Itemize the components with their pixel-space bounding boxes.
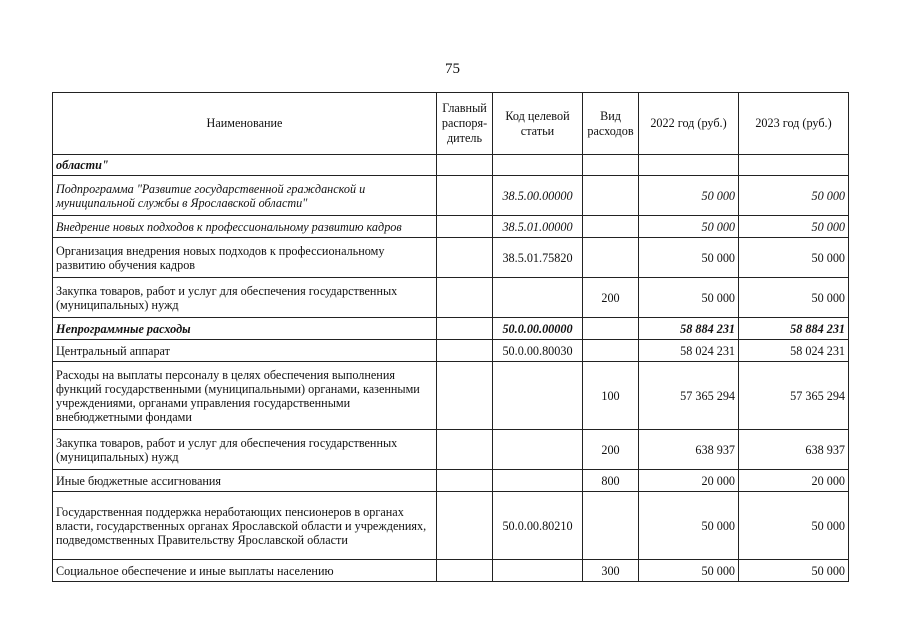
row-code: 38.5.01.75820 (493, 238, 583, 278)
row-kind (583, 340, 639, 362)
row-code (493, 470, 583, 492)
row-2023: 50 000 (739, 216, 849, 238)
row-admin (437, 340, 493, 362)
header-2023: 2023 год (руб.) (739, 93, 849, 155)
table-row (53, 340, 849, 362)
header-row (53, 93, 849, 155)
row-2022: 50 000 (639, 560, 739, 582)
header-admin: Главный распоря-дитель (437, 93, 493, 155)
header-2022: 2022 год (руб.) (639, 93, 739, 155)
row-admin (437, 430, 493, 470)
row-2022: 58 024 231 (639, 340, 739, 362)
table-row (53, 238, 849, 278)
row-kind: 800 (583, 470, 639, 492)
table-row (53, 278, 849, 318)
row-admin (437, 362, 493, 430)
table-row (53, 492, 849, 560)
row-code: 38.5.01.00000 (493, 216, 583, 238)
table-row (53, 318, 849, 340)
row-kind: 200 (583, 430, 639, 470)
row-2022 (639, 155, 739, 176)
table-row (53, 430, 849, 470)
row-2022: 57 365 294 (639, 362, 739, 430)
row-name: Центральный аппарат (53, 340, 437, 362)
row-2023: 58 024 231 (739, 340, 849, 362)
row-2022: 50 000 (639, 176, 739, 216)
row-code: 38.5.00.00000 (493, 176, 583, 216)
row-2023: 57 365 294 (739, 362, 849, 430)
row-2022: 638 937 (639, 430, 739, 470)
page-number: 75 (445, 61, 460, 77)
row-name: Государственная поддержка неработающих пенсионеров в органах власти, государственных органах Ярославской области и учреждениях, подведомственных Правительству Ярославской области (53, 492, 437, 560)
row-name: Организация внедрения новых подходов к профессиональному развитию обучения кадров (53, 238, 437, 278)
budget-table (52, 92, 849, 582)
row-code (493, 155, 583, 176)
row-code: 50.0.00.80210 (493, 492, 583, 560)
row-name: Иные бюджетные ассигнования (53, 470, 437, 492)
row-2022: 50 000 (639, 238, 739, 278)
row-name: Внедрение новых подходов к профессиональному развитию кадров (53, 216, 437, 238)
row-admin (437, 216, 493, 238)
row-name: Закупка товаров, работ и услуг для обеспечения государственных (муниципальных) нужд (53, 278, 437, 318)
row-2022: 50 000 (639, 492, 739, 560)
row-2023: 50 000 (739, 278, 849, 318)
header-code: Код целевой статьи (493, 93, 583, 155)
row-2023: 20 000 (739, 470, 849, 492)
table-row (53, 362, 849, 430)
row-2023: 50 000 (739, 176, 849, 216)
row-admin (437, 176, 493, 216)
row-2022: 58 884 231 (639, 318, 739, 340)
table-row (53, 155, 849, 176)
row-code: 50.0.00.80030 (493, 340, 583, 362)
row-kind: 100 (583, 362, 639, 430)
row-2023: 638 937 (739, 430, 849, 470)
row-2022: 50 000 (639, 216, 739, 238)
row-name: области" (53, 155, 437, 176)
row-2023: 50 000 (739, 492, 849, 560)
table-row (53, 560, 849, 582)
row-kind (583, 238, 639, 278)
row-kind (583, 216, 639, 238)
row-kind (583, 492, 639, 560)
row-2022: 20 000 (639, 470, 739, 492)
header-kind: Вид расходов (583, 93, 639, 155)
row-kind (583, 176, 639, 216)
row-2022: 50 000 (639, 278, 739, 318)
row-name: Расходы на выплаты персоналу в целях обеспечения выполнения функций государственными (муниципальными) органами, казенными учреждениями, органами управления государственными внебюджетными фондами (53, 362, 437, 430)
row-admin (437, 470, 493, 492)
header-name: Наименование (53, 93, 437, 155)
row-admin (437, 560, 493, 582)
row-admin (437, 318, 493, 340)
row-admin (437, 492, 493, 560)
row-code (493, 362, 583, 430)
row-kind: 200 (583, 278, 639, 318)
row-name: Закупка товаров, работ и услуг для обеспечения государственных (муниципальных) нужд (53, 430, 437, 470)
row-name: Подпрограмма "Развитие государственной гражданской и муниципальной службы в Ярославской области" (53, 176, 437, 216)
row-2023 (739, 155, 849, 176)
row-2023: 50 000 (739, 238, 849, 278)
row-kind (583, 155, 639, 176)
table-row (53, 216, 849, 238)
row-name: Непрограммные расходы (53, 318, 437, 340)
row-admin (437, 238, 493, 278)
row-2023: 58 884 231 (739, 318, 849, 340)
table-row (53, 470, 849, 492)
row-kind: 300 (583, 560, 639, 582)
row-name: Социальное обеспечение и иные выплаты населению (53, 560, 437, 582)
row-admin (437, 278, 493, 318)
row-kind (583, 318, 639, 340)
row-code (493, 278, 583, 318)
row-2023: 50 000 (739, 560, 849, 582)
row-code (493, 560, 583, 582)
table-row (53, 176, 849, 216)
row-code: 50.0.00.00000 (493, 318, 583, 340)
row-admin (437, 155, 493, 176)
row-code (493, 430, 583, 470)
